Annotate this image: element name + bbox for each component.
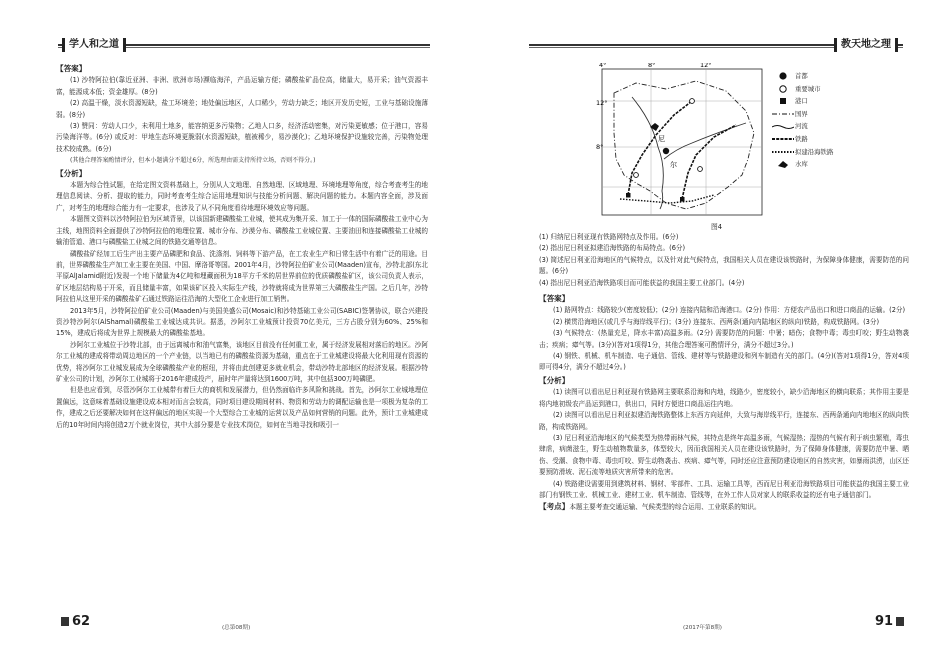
- analysis-heading: 【分析】: [539, 375, 570, 385]
- legend-border: 国界: [771, 108, 881, 121]
- footer-issue: (总第08期): [222, 625, 251, 631]
- analysis-2: 本题图文资料以沙特阿拉伯为区域背景，以该国新建磷酸盐工业城，使其成为集开采、加工于一体的国际磷酸盐工业中心为主线，地图资料全面提供了沙特阿拉伯的地理位置、城市分布、沙漠分布、磷酸盐工业城位置、主要油田和连接磷酸盐工业城的输油管道、港口与磷酸盐工业城之间的铁路交通等信息。: [56, 215, 428, 247]
- analysis-heading: 【分析】: [56, 168, 87, 178]
- analysis-4: 2013年5月，沙特阿拉伯矿业公司(Maaden)与美国美盛公司(Mosaic)和沙特基础工业公司(SABIC)签署协议，联合兴建投资沙特沙阿尔(AlShamal)磷酸盐工业城达成共识。据悉，沙阿尔工业城预计投资70亿美元，三方占股分别为60%、25%和15%，建成后将成为世界上规模最大的磷酸盐基地。: [56, 306, 428, 338]
- legend-port: 港口: [771, 95, 881, 108]
- answer-2: (2) 高温干燥，淡水资源短缺，盐工环境差；地处偏远地区，人口稀少，劳动力缺乏；地区开发历史短，工业与基础设施薄弱。(8分): [56, 99, 428, 119]
- analysis-3: 磷酸盐矿经加工后生产出主要产品磷肥和食品、洗涤剂、饲料等下游产品，在工农业生产和日常生活中有着广泛的用途。目前，世界磷酸盐生产加工业主要在美国、中国、摩洛哥等国。2001年4月，沙特阿拉伯矿业公司(Maaden)宣布，沙特北部(东北平原AlJalamid附近)发现一个地下储量为4亿吨和埋藏面积为18平方千米的居世界前位的优质磷酸盐矿区，该公司负责人表示，矿区地层结构易于开采，而且储量丰富，如果该矿区投入实际生产线，沙特就将成为世界第三大磷酸盐生产国。之后几年，沙特阿拉伯从这里开采的磷酸盐矿石通过铁路运往沿海的大型化工企业进行加工销售。: [56, 249, 428, 304]
- legend-railway: 铁路: [771, 133, 881, 146]
- question-2: (2) 指出尼日利亚拟建沿海铁路的布局特点。(6分): [539, 244, 686, 253]
- place-label-1: 尼: [658, 135, 665, 143]
- legend-planned-railway: 拟建沿海铁路: [771, 146, 881, 159]
- legend-reservoir: 水库: [771, 158, 881, 171]
- answer-heading: 【答案】: [56, 64, 87, 73]
- border-icon: [772, 111, 794, 117]
- question-1: (1) 归纳尼日利亚现有铁路网特点及作用。(6分): [539, 233, 679, 241]
- analysis-6: 但是也应看到，尽管沙阿尔工业城带有着巨大的商机和发展潜力，但仍然面临许多风险和挑战。首先，沙阿尔工业城地理位置偏远，这意味着基础设施建设成本相对而言会较高，同时项目建设期间材料、物资和劳动力的调配运输也是一项极为复杂的工作，建成之后还要解决如何在这样偏远的地区实现一个大型综合工业城的运营以及产品如何营销的问题。此外，预计工业城建成后的10年时间内将创造2万个就业岗位，其中大部分要是专业技术岗位，如何在当地寻找和吸引一: [56, 386, 428, 429]
- answer-1: (1) 路网特点：线路较少(密度较低)；(2分) 连接内陆和沿海港口。(2分) 作用：方便农产品出口和进口商品的运输。(2分): [553, 306, 906, 315]
- figure-caption: 图4: [711, 223, 723, 231]
- city-marker: [634, 173, 639, 178]
- answer-1: (1) 沙特阿拉伯(靠近亚洲、非洲、欧洲市场)濒临海洋，产品运输方便；磷酸盐矿品位高，储量大，易开采；油气资源丰富，能源成本低；资金雄厚。(8分): [56, 76, 428, 96]
- key-text: 本题主要考查交通运输、气候类型的综合运用、工业联系的知识。: [569, 503, 761, 512]
- analysis-4: (4) 铁路建设需要用到建筑材料、钢材、零部件、工具、运输工具等，西而尼日利亚沿海铁路项目可能获益的我国主要工业部门有钢铁工业、机械工业、建材工业、机车制造、管线等，在外工作人员对家人的联系收益的还有电子通信部门。: [539, 479, 909, 499]
- question-3: (3) 简述尼日利亚沿海地区的气候特点，以及针对此气候特点，我国相关人员在建设该铁路时，为保障身体健康，需要防范的问题。(6分): [539, 255, 909, 276]
- port-icon: [778, 96, 788, 106]
- reservoir-icon: [776, 159, 790, 169]
- page-number: 62: [58, 614, 90, 629]
- planned-railway-icon: [772, 149, 794, 155]
- legend-capital: 首都: [771, 70, 881, 83]
- left-column: [56, 62, 428, 431]
- answer-note: (其他合理答案酌情评分，但本小题满分不超过6分，所选理由需支持所持立场，否则不得分。): [70, 157, 316, 165]
- footer-issue: (2017年第8期): [683, 625, 722, 631]
- lat-label-8: 8°: [596, 143, 604, 151]
- answer-3: (3) 气候特点：(热量充足，降水丰富)高温多雨。(2分) 需要防范的问题：中暑；暗伤；食物中毒；毒虫叮咬；野生动物袭击；疾病；瘴气等。(3分)(答对1项得1分，其他合理答案可酌情评分，满分不超过3分。): [539, 329, 909, 349]
- map-svg: [596, 63, 766, 221]
- answer-4: (4) 钢铁、机械、机车制造、电子通信、管线、建材等与铁路建设和列车制造有关的部门。(4分)(答对1项得1分，答对4项即可得4分，满分不超过4分。): [539, 352, 909, 372]
- key-heading: 【考点】: [539, 502, 570, 512]
- city-marker: [690, 99, 695, 104]
- capital-icon: [778, 71, 788, 81]
- legend-river: 河流: [771, 120, 881, 133]
- question-4: (4) 指出尼日利亚沿海铁路项目而可能获益的我国主要工业部门。(4分): [539, 278, 745, 287]
- header-tag: 学人和之道: [62, 38, 126, 52]
- lon-label-4: 4°: [599, 63, 607, 69]
- place-label-2: 尔: [670, 161, 677, 169]
- analysis-1: 本题为综合性试题，在给定图文资料基础上，分别从人文地理、自然地理、区域地理、环境地理等角度，综合考查考生的地理信息阅读、分析、提取的能力，同时考查考生综合运用地理知识与技能分析问题、解决问题的能力。本题内容全面，涉及面广，对考生的地理综合能力有一定要求，也涉及了从不同角度看待地理环境效应等问题。: [56, 181, 428, 212]
- page-number: 91: [875, 614, 907, 629]
- right-page: [475, 0, 950, 671]
- city-icon: [778, 84, 788, 94]
- analysis-2: (2) 读图可以看出尼日利亚拟建沿海铁路整体上东西方向延伸，大致与海岸线平行，连接东、西两条通向内地地区的纵向铁路，构成铁路网。: [539, 411, 909, 431]
- lon-label-12: 12°: [700, 63, 712, 69]
- legend-city: 重要城市: [771, 83, 881, 96]
- lon-label-8: 8°: [648, 63, 656, 69]
- railway-icon: [772, 136, 794, 142]
- answer-3: (3) 赞同：劳动人口少，未利用土地多，能容纳更多污染物；乙地人口多，经济活动密集，对污染更敏感；位于港口，容易污染海洋等。(6分) 或反对：甲地生态环境更脆弱(水资源短缺，植被稀少，易沙漠化)；乙地环境保护设施较完善，污染物处理技术较成熟。(6分): [56, 122, 428, 153]
- map-legend: [771, 70, 881, 171]
- page-marker: [61, 617, 69, 626]
- analysis-5: 沙阿尔工业城位于沙特北部，由于远离城市和油气富集，该地区目前没有任何重工业，属于经济发展相对落后的地区。沙阿尔工业城的建成将带动周边地区的一个产业链，以当地已有的磷酸盐资源为基础，重点在于工业城建设将最大化利用现有资源的优势，将沙阿尔工业城发展成为全球磷酸盐产业的枢纽，并将由此创建更多就业机会，带动沙特北部地区的经济发展。根据沙特矿业公司的计划，沙阿尔工业城将于2016年建成投产，届时年产量将达到1600万吨，其中包括300万吨磷肥。: [56, 340, 428, 383]
- answer-2: (2) 横贯沿海地区(或几乎与海岸线平行)；(3分) 连接东、西两条(通向内陆地区的纵向)铁路，构成铁路网。(3分): [553, 317, 880, 326]
- lat-label-12: 12°: [596, 99, 608, 107]
- right-column: [539, 232, 909, 514]
- answer-heading: 【答案】: [539, 294, 570, 304]
- port-marker: [680, 197, 685, 202]
- port-marker: [626, 193, 631, 198]
- city-marker: [698, 167, 703, 172]
- page-marker: [896, 617, 904, 626]
- key-points: [539, 501, 909, 513]
- river-icon: [772, 124, 794, 130]
- capital-marker: [663, 148, 669, 154]
- analysis-3: (3) 尼日利亚沿海地区的气候类型为热带雨林气候，其特点是终年高温多雨，气候湿热；湿热的气候有利于病虫繁殖，毒虫肆虐，病菌滋生，野生动植物数量多，体型较大，因而我国相关人员在建设该铁路时，为了保障身体健康，需要防范中暑、晒伤、受潮、食物中毒、毒虫叮咬、野生动物袭击、疾病、瘴气等，同时还应注意预防建设地区的自然灾害，如暴雨洪涝，山区还要预防滑坡、泥石流等地质灾害所带来的危害。: [539, 433, 909, 477]
- analysis-1: (1) 读图可以看出尼日利亚现有铁路网主要联系沿海和内地，线路少，密度较小，缺少沿海地区的横向联系；其作用主要是将内地初级农产品运到港口，供出口，同时方便进口商品运往内地。: [539, 388, 909, 408]
- header-tag: 教天地之理: [834, 38, 898, 52]
